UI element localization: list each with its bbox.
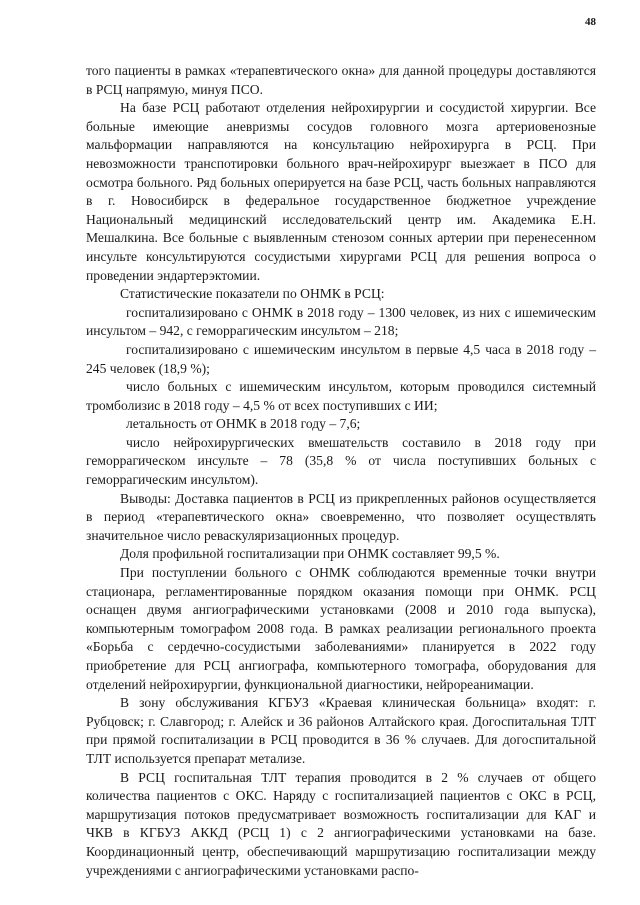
paragraph: число больных с ишемическим инсультом, которым проводился системный тромболизис в 2018 году – 4,5 % от всех поступивших с ИИ; <box>86 379 596 413</box>
page-number: 48 <box>585 16 596 28</box>
paragraph: На базе РСЦ работают отделения нейрохирургии и сосудистой хирургии. Все больные имеющие аневризмы сосудов головного мозга артериовенозные мальформации направляются на консультацию нейрохирурга в РСЦ. При невозможности транспотировки больного врач-нейрохирург выезжает в ПСО для осмотра больного. Ряд больных оперируется на базе РСЦ, часть больных направляются в г. Новосибирск в федеральное государственное бюджетное учреждение Национальный медицинский исследовательский центр им. Академика Е.Н. Мешалкина. Все больные с выявленным стенозом сонных артерии при перенесенном инсульте консультируются сосудистыми хирургами РСЦ для решения вопроса о проведении эндартерэктомии. <box>86 100 596 283</box>
paragraph: Выводы: Доставка пациентов в РСЦ из прикрепленных районов осуществляется в период «терапевтического окна» своевременно, что позволяет осуществлять значительное число реваскуляризационных процедур. <box>86 490 596 543</box>
paragraph: летальность от ОНМК в 2018 году – 7,6; <box>126 416 361 432</box>
body-text <box>86 62 596 880</box>
paragraph: В зону обслуживания КГБУЗ «Краевая клиническая больница» входят: г. Рубцовск; г. Славгород; г. Алейск и 36 районов Алтайского края. Догоспитальная ТЛТ при прямой госпитализации в РСЦ проводится в 36 % случаев. Для догоспитальной ТЛТ используется препарат метализе. <box>86 695 596 766</box>
paragraph: В РСЦ госпитальная ТЛТ терапия проводится в 2 % случаев от общего количества пациентов с ОКС. Наряду с госпитализацией пациентов с ОКС в РСЦ, маршрутизация потоков предусматривает возможность госпитализации для КАГ и ЧКВ в КГБУЗ АККД (РСЦ 1) с 2 ангиографическими установками на базе. Координационный центр, обеспечивающий маршрутизацию госпитализации между учреждениями с ангиографическими установками распо- <box>86 769 596 878</box>
paragraph: госпитализировано с ОНМК в 2018 году – 1300 человек, из них с ишемическим инсультом – 942, с геморрагическим инсультом – 218; <box>86 304 596 339</box>
paragraph: Доля профильной госпитализации при ОНМК составляет 99,5 %. <box>120 546 500 562</box>
paragraph: Статистические показатели по ОНМК в РСЦ: <box>120 286 385 302</box>
paragraph: того пациенты в рамках «терапевтического окна» для данной процедуры доставляются в РСЦ напрямую, минуя ПСО. <box>86 63 596 97</box>
paragraph: госпитализировано с ишемическим инсультом в первые 4,5 часа в 2018 году – 245 человек (18,9 %); <box>86 341 596 376</box>
paragraph: При поступлении больного с ОНМК соблюдаются временные точки внутри стационара, регламентированные порядком оказания помощи при ОНМК. РСЦ оснащен двумя ангиографическими установками (2008 и 2010 года выпуска), компьютерным томографом 2008 года. В рамках реализации регионального проекта «Борьба с сердечно-сосудистыми заболеваниями» планируется в 2022 году приобретение для РСЦ ангиографа, компьютерного томографа, оборудования для отделений нейрохирургии, функциональной диагностики, нейрореанимации. <box>86 565 596 692</box>
paragraph: число нейрохирургических вмешательств составило в 2018 году при геморрагическом инсульте – 78 (35,8 % от числа поступивших больных с геморрагическим инсультом). <box>86 434 596 488</box>
